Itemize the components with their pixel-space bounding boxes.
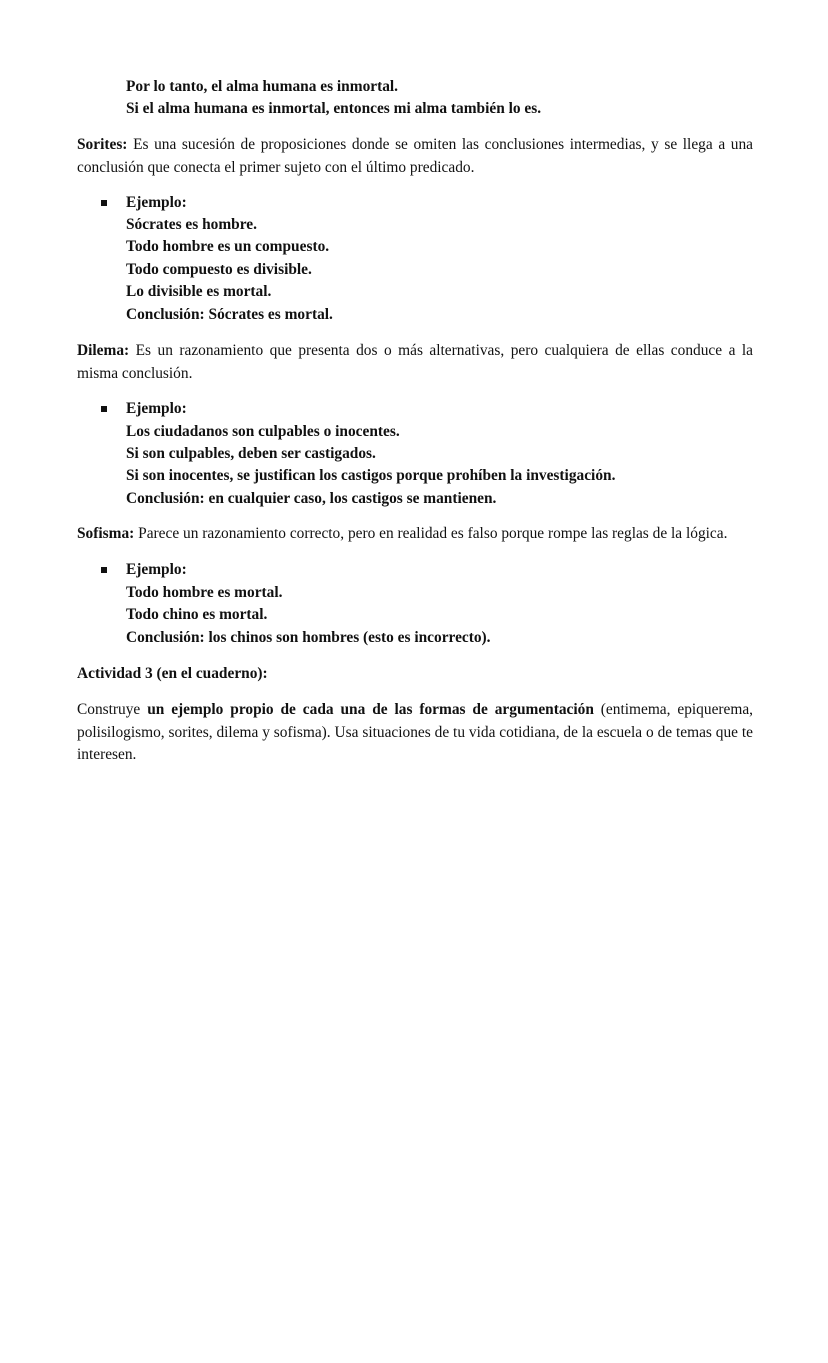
- activity-text-bold: un ejemplo propio de cada una de las formas de argumentación: [147, 701, 594, 718]
- example-line: Si son culpables, deben ser castigados.: [126, 445, 376, 462]
- example-line: Si son inocentes, se justifican los castigos porque prohíben la investigación.: [126, 467, 616, 484]
- activity-text-before: Construye: [77, 701, 148, 718]
- example-line: Todo hombre es un compuesto.: [126, 238, 330, 255]
- dilema-definition: Es un razonamiento que presenta dos o más alternativas, pero cualquiera de ellas conduce a la misma conclusión.: [77, 342, 753, 382]
- example-line: Conclusión: los chinos son hombres (esto es incorrecto).: [126, 629, 491, 646]
- example-line: Conclusión: en cualquier caso, los castigos se mantienen.: [126, 490, 497, 507]
- example-line: Lo divisible es mortal.: [126, 283, 272, 300]
- bullet-icon: [101, 200, 107, 206]
- example-label: Ejemplo:: [126, 400, 187, 417]
- bullet-icon: [101, 406, 107, 412]
- example-line: Todo chino es mortal.: [126, 606, 268, 623]
- example-line: Todo compuesto es divisible.: [126, 261, 312, 278]
- activity-text-after: (entimema, epiquerema, polisilogismo, sorites, dilema y sofisma). Usa situaciones de tu vida cotidiana, de la escuela o de temas que te interesen.: [77, 701, 754, 763]
- bullet-icon: [101, 567, 107, 573]
- sorites-definition: Es una sucesión de proposiciones donde se omiten las conclusiones intermedias, y se llega a una conclusión que conecta el primer sujeto con el último predicado.: [77, 136, 753, 176]
- sofisma-term: Sofisma:: [77, 525, 135, 542]
- sofisma-definition: Parece un razonamiento correcto, pero en realidad es falso porque rompe las reglas de la lógica.: [134, 525, 728, 542]
- activity-paragraph: [77, 699, 753, 767]
- activity-heading: Actividad 3 (en el cuaderno):: [77, 665, 268, 682]
- example-line: Todo hombre es mortal.: [126, 584, 283, 601]
- example-line: Sócrates es hombre.: [126, 216, 257, 233]
- sorites-paragraph: [77, 134, 753, 179]
- text-line: Por lo tanto, el alma humana es inmortal.: [126, 78, 399, 95]
- sorites-term: Sorites:: [77, 136, 128, 153]
- example-line: Conclusión: Sócrates es mortal.: [126, 306, 333, 323]
- example-line: Los ciudadanos son culpables o inocentes.: [126, 423, 400, 440]
- example-label: Ejemplo:: [126, 561, 187, 578]
- sofisma-paragraph: [77, 523, 767, 546]
- text-line: Si el alma humana es inmortal, entonces mi alma también lo es.: [126, 100, 542, 117]
- dilema-paragraph: [77, 340, 753, 385]
- dilema-term: Dilema:: [77, 342, 130, 359]
- example-label: Ejemplo:: [126, 194, 187, 211]
